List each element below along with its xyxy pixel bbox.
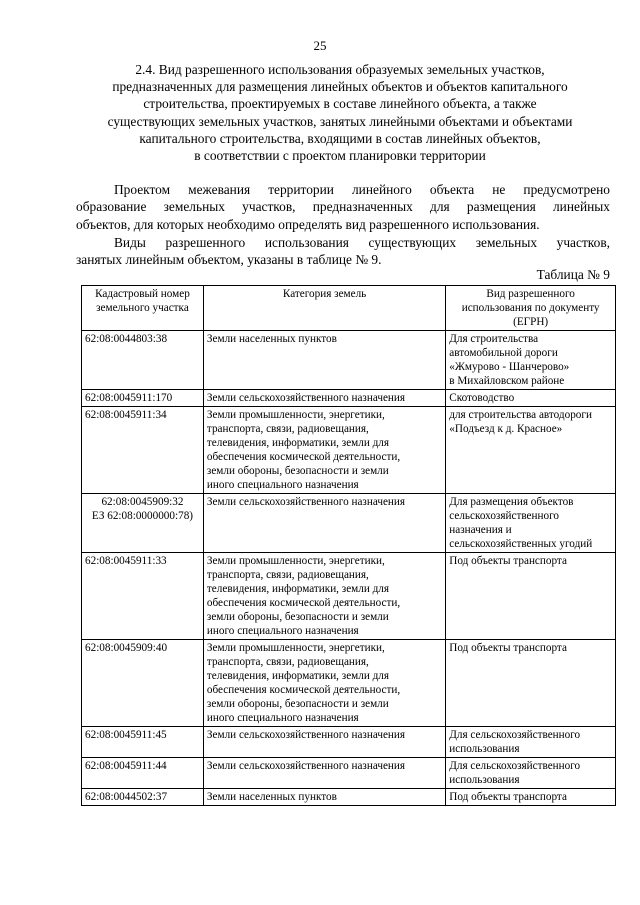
land-category-cell: Земли населенных пунктов bbox=[203, 331, 445, 390]
cadastral-number-cell: 62:08:0045909:40 bbox=[82, 640, 204, 727]
column-header-permitted-use: Вид разрешенного использования по документу (ЕГРН) bbox=[446, 286, 616, 331]
land-category-cell: Земли сельскохозяйственного назначения bbox=[203, 758, 445, 789]
table-header-row bbox=[82, 286, 616, 331]
permitted-use-cell: Для сельскохозяйственного использования bbox=[446, 727, 616, 758]
cadastral-number-cell: 62:08:0045911:44 bbox=[82, 758, 204, 789]
cadastral-number-cell: 62:08:0045911:34 bbox=[82, 407, 204, 494]
permitted-use-cell: Под объекты транспорта bbox=[446, 789, 616, 806]
table-row bbox=[82, 553, 616, 640]
land-plots-table bbox=[81, 285, 616, 806]
heading-line: строительства, проектируемых в составе линейного объекта, а также bbox=[143, 96, 537, 112]
heading-line: предназначенных для размещения линейных объектов и объектов капитального bbox=[112, 79, 568, 95]
column-header-land-category: Категория земель bbox=[203, 286, 445, 331]
land-category-cell: Земли сельскохозяйственного назначения bbox=[203, 390, 445, 407]
permitted-use-cell: Под объекты транспорта bbox=[446, 640, 616, 727]
heading-line: капитального строительства, входящими в состав линейных объектов, bbox=[139, 130, 541, 146]
cadastral-number-cell: 62:08:0045911:45 bbox=[82, 727, 204, 758]
land-category-cell: Земли сельскохозяйственного назначения bbox=[203, 494, 445, 553]
paragraph-line: Проектом межевания территории линейного объекта не предусмотрено bbox=[114, 182, 610, 197]
paragraph-2 bbox=[76, 234, 610, 269]
land-category-cell: Земли населенных пунктов bbox=[203, 789, 445, 806]
cadastral-number-cell: 62:08:0045909:32 ЕЗ 62:08:0000000:78) bbox=[82, 494, 204, 553]
paragraph-1 bbox=[76, 181, 610, 233]
cadastral-number-cell: 62:08:0044803:38 bbox=[82, 331, 204, 390]
table-row bbox=[82, 640, 616, 727]
permitted-use-cell: Для строительства автомобильной дороги «Жмурово - Шанчерово» в Михайловском районе bbox=[446, 331, 616, 390]
cadastral-number-cell: 62:08:0045911:33 bbox=[82, 553, 204, 640]
page-number: 25 bbox=[313, 38, 327, 53]
table-row bbox=[82, 331, 616, 390]
table-row bbox=[82, 789, 616, 806]
heading-line: в соответствии с проектом планировки территории bbox=[194, 148, 486, 164]
cadastral-number-cell: 62:08:0044502:37 bbox=[82, 789, 204, 806]
cadastral-number-cell: 62:08:0045911:170 bbox=[82, 390, 204, 407]
table-row bbox=[82, 407, 616, 494]
paragraph-line: образование земельных участков, предназначенных для размещения линейных bbox=[76, 199, 610, 215]
paragraph-line: объектов, для которых необходимо определять вид разрешенного использования. bbox=[76, 216, 540, 232]
table-row bbox=[82, 494, 616, 553]
land-category-cell: Земли промышленности, энергетики, транспорта, связи, радиовещания, телевидения, информатики, земли для обеспечения космической деятельности, земли обороны, безопасности и земли иного специального назначения bbox=[203, 407, 445, 494]
table-row bbox=[82, 758, 616, 789]
section-heading bbox=[70, 61, 610, 164]
table-row bbox=[82, 727, 616, 758]
permitted-use-cell: Скотоводство bbox=[446, 390, 616, 407]
permitted-use-cell: Для сельскохозяйственного использования bbox=[446, 758, 616, 789]
heading-line: существующих земельных участков, занятых линейными объектами и объектами bbox=[107, 113, 573, 129]
permitted-use-cell: Под объекты транспорта bbox=[446, 553, 616, 640]
paragraph-line: занятых линейным объектом, указаны в таблице № 9. bbox=[76, 252, 382, 268]
land-category-cell: Земли промышленности, энергетики, транспорта, связи, радиовещания, телевидения, информатики, земли для обеспечения космической деятельности, земли обороны, безопасности и земли иного специального назначения bbox=[203, 553, 445, 640]
permitted-use-cell: Для размещения объектов сельскохозяйственного назначения и сельскохозяйственных угодий bbox=[446, 494, 616, 553]
table-caption: Таблица № 9 bbox=[536, 267, 610, 282]
paragraph-line: Виды разрешенного использования существующих земельных участков, bbox=[114, 235, 610, 250]
land-category-cell: Земли сельскохозяйственного назначения bbox=[203, 727, 445, 758]
permitted-use-cell: для строительства автодороги «Подъезд к д. Красное» bbox=[446, 407, 616, 494]
land-category-cell: Земли промышленности, энергетики, транспорта, связи, радиовещания, телевидения, информатики, земли для обеспечения космической деятельности, земли обороны, безопасности и земли иного специального назначения bbox=[203, 640, 445, 727]
column-header-cadastral-number: Кадастровый номер земельного участка bbox=[82, 286, 204, 331]
table-row bbox=[82, 390, 616, 407]
heading-line: 2.4. Вид разрешенного использования образуемых земельных участков, bbox=[135, 62, 545, 77]
